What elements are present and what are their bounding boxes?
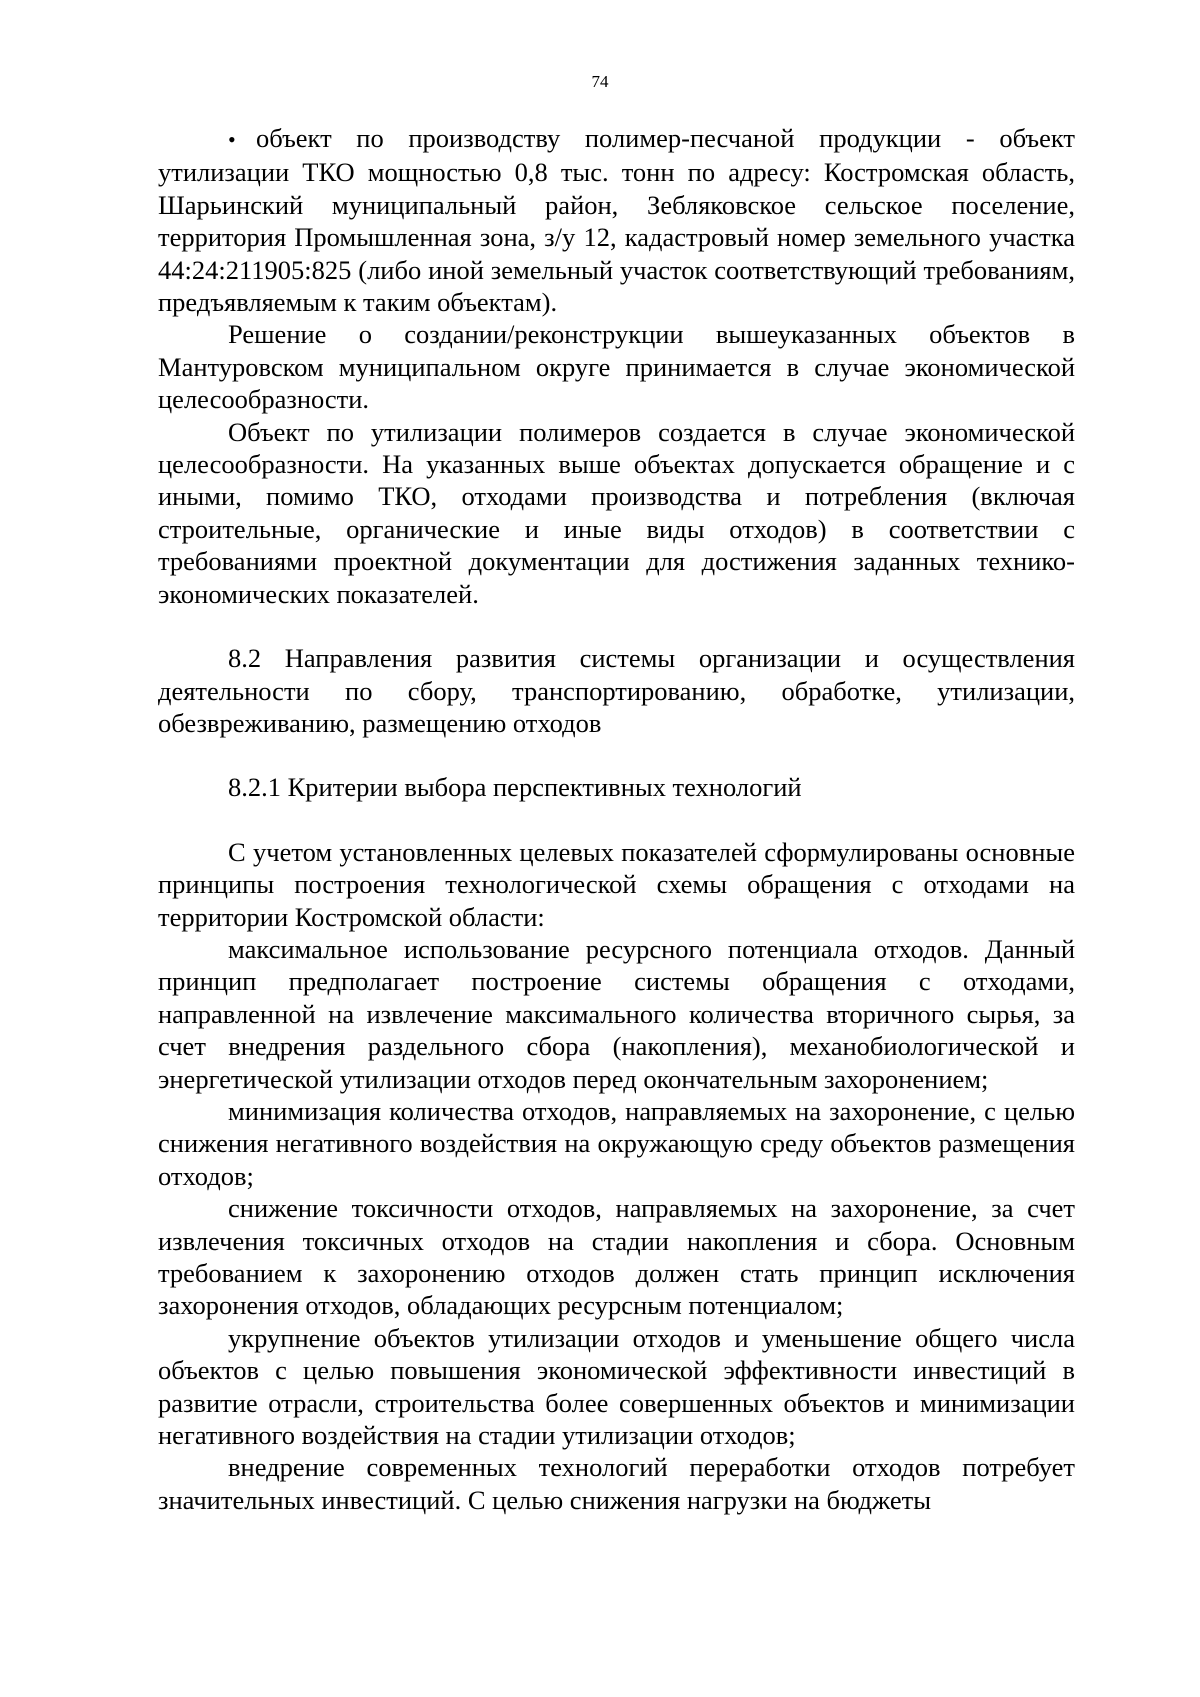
paragraph-intro: С учетом установленных целевых показателей сформулированы основные принципы построения технологической схемы обращения с отходами на территории Костромской области: [158,836,1075,932]
paragraph-decision: Решение о создании/реконструкции вышеуказанных объектов в Мантуровском муниципальном округе принимается в случае экономической целесообразности. [158,319,1075,415]
principle-item: минимизация количества отходов, направляемых на захоронение, с целью снижения негативного воздействия на окружающую среду объектов размещения отходов; [158,1095,1075,1191]
bullet-item-text: объект по производству полимер-песчаной продукции - объект утилизации ТКО мощностью 0,8 тыс. тонн по адресу: Костромская область, Шарьинский муниципальный район, Зебляковское сельское поселение, территория Промышленная зона, з/у 12, кадастровый номер земельного участка 44:24:211905:825 (либо иной земельный участок соответствующий требованиям, предъявляемым к таким объектам). [158,123,1075,318]
principle-item: максимальное использование ресурсного потенциала отходов. Данный принцип предполагает построение системы обращения с отходами, направленной на извлечение максимального количества вторичного сырья, за счет внедрения раздельного сбора (накопления), механобиологической и энергетической утилизации отходов перед окончательным захоронением; [158,933,1075,1094]
principle-item: внедрение современных технологий переработки отходов потребует значительных инвестиций. С целью снижения нагрузки на бюджеты [158,1452,1075,1515]
bullet-marker-icon: • [228,127,236,152]
section-heading-8-2-1: 8.2.1 Критерии выбора перспективных технологий [228,772,802,803]
bullet-item [158,122,1075,318]
document-body [158,122,1075,1516]
principle-item: укрупнение объектов утилизации отходов и уменьшение общего числа объектов с целью повышения экономической эффективности инвестиций в развитие отрасли, строительства более совершенных объектов и минимизации негативного воздействия на стадии утилизации отходов; [158,1322,1075,1451]
principle-item: снижение токсичности отходов, направляемых на захоронение, за счет извлечения токсичных отходов на стадии накопления и сбора. Основным требованием к захоронению отходов должен стать принцип исключения захоронения отходов, обладающих ресурсным потенциалом; [158,1193,1075,1321]
section-heading-8-2: 8.2 Направления развития системы организации и осуществления деятельности по сбору, транспортированию, обработке, утилизации, обезвреживанию, размещению отходов [158,643,1075,738]
page-number: 74 [591,72,609,91]
paragraph-polymer-object: Объект по утилизации полимеров создается в случае экономической целесообразности. На указанных выше объектах допускается обращение и с иными, помимо ТКО, отходами производства и потребления (включая строительные, органические и иные виды отходов) в соответствии с требованиями проектной документации для достижения заданных технико-экономических показателей. [158,416,1075,609]
